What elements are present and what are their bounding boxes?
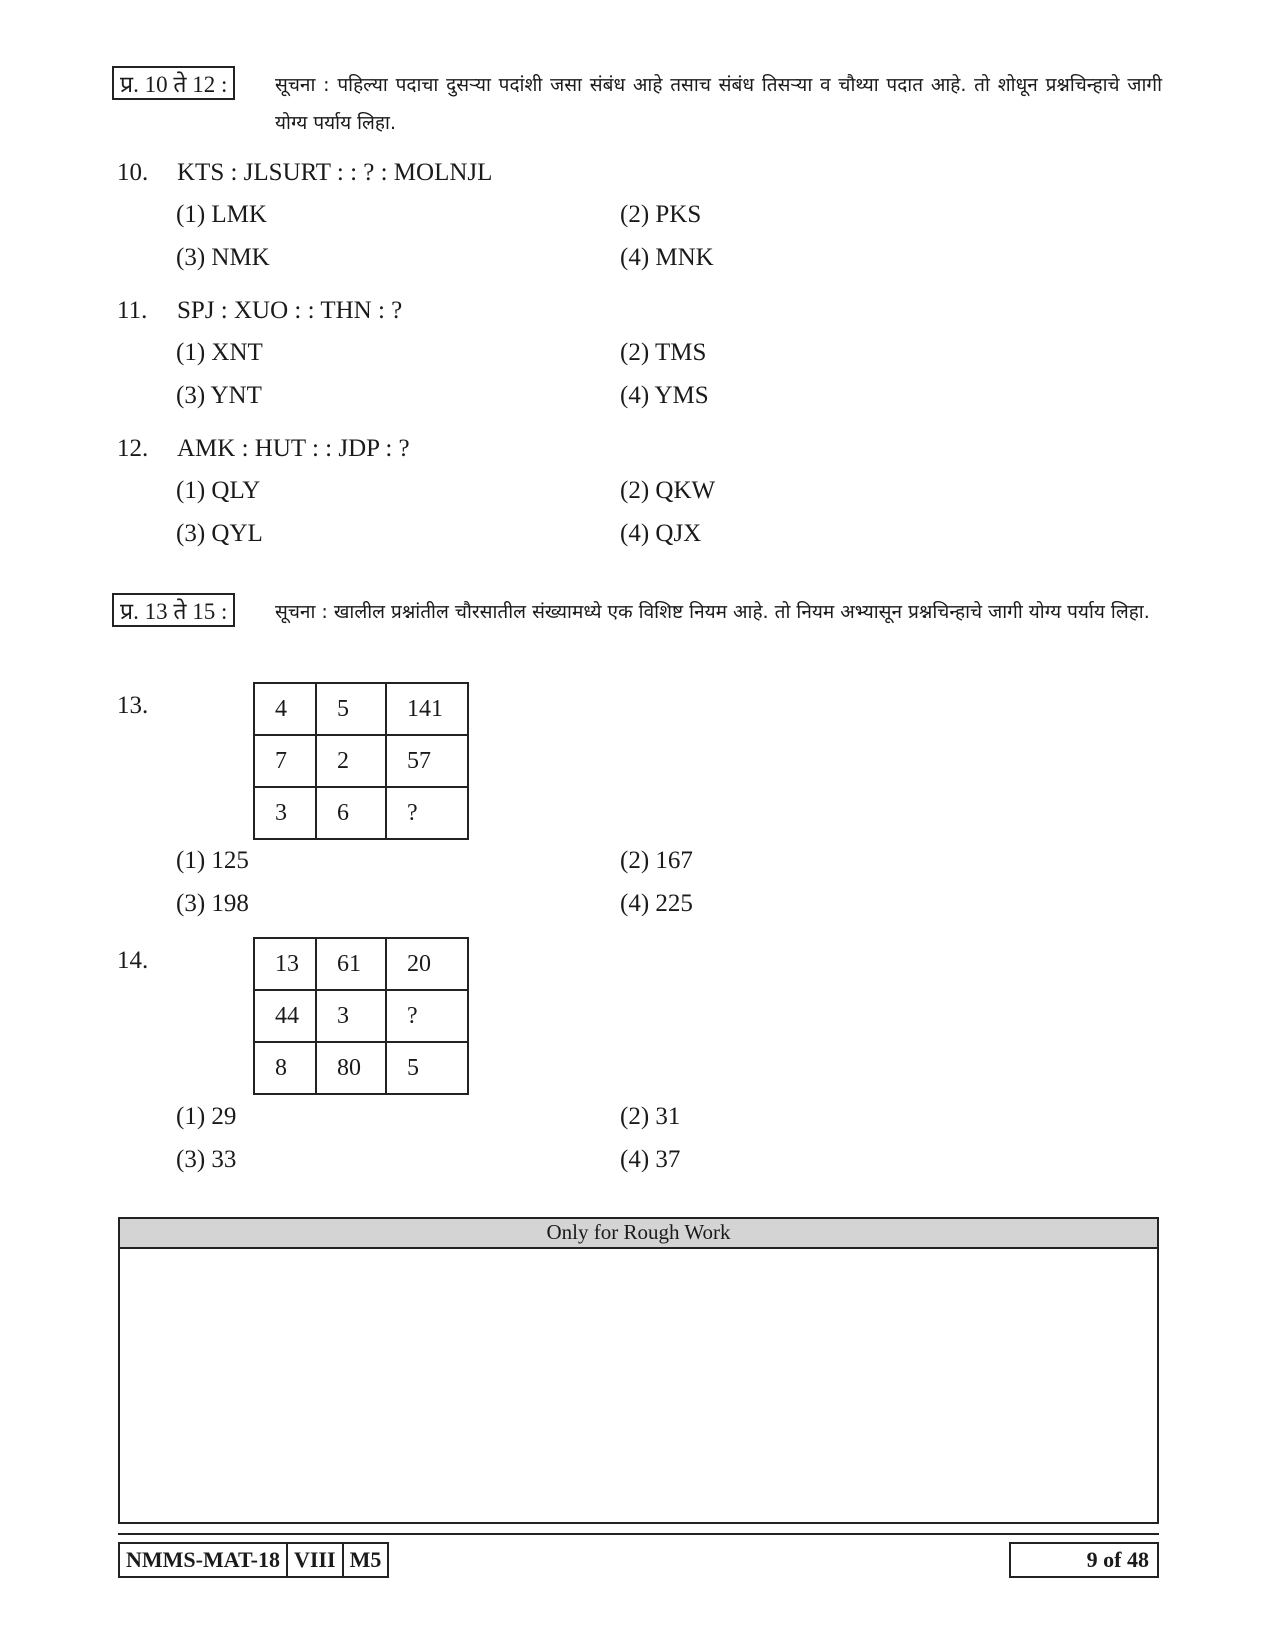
- question-13: [117, 692, 177, 720]
- grid-cell: 8: [254, 1042, 316, 1094]
- grid-cell: 44: [254, 990, 316, 1042]
- option-4: (4) QJX: [620, 520, 702, 547]
- option-2: (2) QKW: [620, 477, 716, 504]
- grid-cell: 141: [386, 683, 468, 735]
- grid-cell: 3: [254, 787, 316, 839]
- instruction-block-10-12: [112, 66, 1162, 142]
- grid-cell: 2: [316, 735, 386, 787]
- grid-cell: 5: [386, 1042, 468, 1094]
- grid-row: [254, 683, 468, 735]
- instruction-text: सूचना : पहिल्या पदाचा दुसऱ्या पदांशी जसा संबंध आहे तसाच संबंध तिसऱ्या व चौथ्या पदात आहे. तो शोधून प्रश्नचिन्हाचे जागी योग्य पर्याय लिहा.: [275, 74, 1162, 134]
- question-10: [117, 159, 492, 187]
- footer-code-box: [118, 1542, 389, 1578]
- grid-cell: 80: [316, 1042, 386, 1094]
- question-number: 11.: [117, 297, 148, 324]
- option-4: (4) 37: [620, 1146, 681, 1173]
- option-3: (3) YNT: [176, 382, 262, 409]
- option-2: (2) TMS: [620, 339, 707, 366]
- question-14: [117, 947, 177, 975]
- instruction-text: सूचना : खालील प्रश्नांतील चौरसातील संख्यामध्ये एक विशिष्ट नियम आहे. तो नियम अभ्यासून प्रश्नचिन्हाचे जागी योग्य पर्याय लिहा.: [275, 601, 1150, 623]
- question-text: SPJ : XUO : : THN : ?: [177, 297, 403, 324]
- footer-divider: [118, 1533, 1159, 1535]
- option-4: (4) MNK: [620, 244, 714, 271]
- grid-row: [254, 1042, 468, 1094]
- question-range-tag: प्र. 10 ते 12 :: [112, 66, 235, 100]
- grid-cell: 13: [254, 938, 316, 990]
- number-grid-14: [253, 937, 469, 1095]
- option-1: (1) QLY: [176, 477, 261, 504]
- question-number: 12.: [117, 435, 149, 462]
- option-1: (1) XNT: [176, 339, 263, 366]
- option-2: (2) 31: [620, 1103, 681, 1130]
- option-2: (2) PKS: [620, 201, 702, 228]
- grid-cell: ?: [386, 990, 468, 1042]
- option-3: (3) NMK: [176, 244, 270, 271]
- class-label: VIII: [288, 1544, 344, 1576]
- grid-row: [254, 787, 468, 839]
- option-2: (2) 167: [620, 847, 693, 874]
- grid-cell: 6: [316, 787, 386, 839]
- question-11: [117, 297, 402, 325]
- question-range-tag: प्र. 13 ते 15 :: [112, 593, 235, 627]
- grid-cell: 61: [316, 938, 386, 990]
- question-text: KTS : JLSURT : : ? : MOLNJL: [177, 159, 493, 186]
- option-1: (1) LMK: [176, 201, 267, 228]
- number-grid-13: [253, 682, 469, 840]
- option-3: (3) 33: [176, 1146, 237, 1173]
- paper-code: NMMS-MAT-18: [120, 1544, 288, 1576]
- option-3: (3) QYL: [176, 520, 263, 547]
- grid-cell: 20: [386, 938, 468, 990]
- grid-cell: 4: [254, 683, 316, 735]
- question-number: 13.: [117, 692, 149, 719]
- grid-row: [254, 938, 468, 990]
- instruction-block-13-15: [112, 593, 1162, 631]
- grid-cell: 3: [316, 990, 386, 1042]
- grid-cell: ?: [386, 787, 468, 839]
- question-number: 14.: [117, 947, 149, 974]
- option-3: (3) 198: [176, 890, 249, 917]
- rough-work-label: Only for Rough Work: [120, 1219, 1157, 1249]
- grid-cell: 5: [316, 683, 386, 735]
- question-text: AMK : HUT : : JDP : ?: [177, 435, 410, 462]
- grid-row: [254, 990, 468, 1042]
- grid-row: [254, 735, 468, 787]
- grid-cell: 57: [386, 735, 468, 787]
- option-1: (1) 125: [176, 847, 249, 874]
- question-number: 10.: [117, 159, 149, 186]
- question-12: [117, 435, 410, 463]
- grid-cell: 7: [254, 735, 316, 787]
- option-4: (4) 225: [620, 890, 693, 917]
- option-1: (1) 29: [176, 1103, 237, 1130]
- page-number: 9 of 48: [1009, 1542, 1159, 1578]
- option-4: (4) YMS: [620, 382, 709, 409]
- medium-code: M5: [349, 1547, 382, 1572]
- rough-work-box: [118, 1217, 1159, 1524]
